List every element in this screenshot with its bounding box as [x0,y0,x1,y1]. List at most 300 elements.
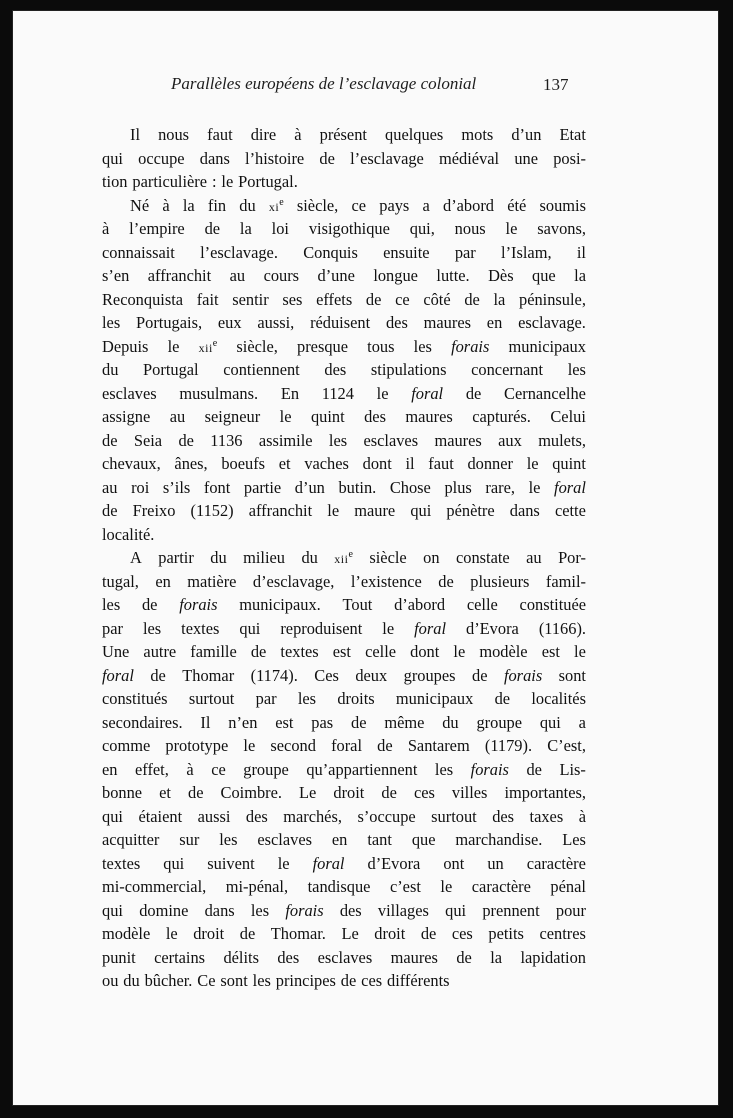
word: stipulations [370,360,447,379]
word: réduisent [310,313,371,332]
text-line [102,969,586,993]
word: la [493,289,506,309]
word: ces [451,924,473,943]
word: Thomar. [270,924,326,943]
word: municipaux. [239,595,321,614]
paragraph [102,123,586,194]
word: faut [207,125,233,144]
word: qui [445,900,467,920]
word: Portugais, [136,313,203,332]
word: Seia [133,430,163,450]
word: le [167,336,180,356]
word: foral [102,665,134,685]
word: des [492,806,515,826]
word: de [438,571,454,591]
word: celle [466,595,498,614]
word: foral [554,477,586,497]
word: que [411,830,436,849]
word: forais [451,336,490,356]
word: le [505,219,518,238]
word: Portugal. [238,172,298,191]
text-line [102,758,586,782]
word: de [464,289,480,309]
word: suivent [207,853,255,873]
word: en [155,571,171,591]
word: Une [102,642,130,661]
word: autre [143,642,177,661]
word: ont [443,853,465,873]
word: assimile [258,430,313,450]
text-line [102,405,586,429]
word: donner [467,454,513,473]
word: esclaves [363,430,419,450]
word: le [277,853,290,873]
word: qui, [409,219,435,238]
word: le [243,736,256,755]
word: le [221,172,234,191]
word: Lis- [559,759,586,779]
word: de [340,971,357,990]
word: constitués [102,689,168,708]
word: mi-commercial, [102,877,207,896]
word: droit [333,783,365,802]
paragraph [102,194,586,547]
word: posi- [553,148,586,168]
word: tugal, [102,571,139,591]
word: les [102,595,121,614]
text-line [102,805,586,829]
text-line [102,875,586,899]
word: au [229,266,246,285]
word: ce [351,195,367,215]
word: de [381,783,397,802]
text-line [102,241,586,265]
word: plusieurs [470,571,530,591]
word: d’Evora [367,853,421,873]
word: Reconquista [102,289,184,309]
word: siècle, [296,195,339,215]
word: qui [102,148,123,168]
word: 1124 [321,383,354,403]
word: la [490,947,503,967]
word: esclaves [102,383,157,403]
word: et [159,783,171,802]
word: d’un [511,125,542,144]
word: butin. [338,477,377,497]
word: Le [341,924,359,943]
word: les [328,430,348,450]
word: fin [207,195,227,215]
word: d’abord [394,595,446,614]
word: d’Evora [466,618,519,638]
word: aussi [197,806,231,826]
word: le [440,877,453,896]
word: localités [531,689,586,708]
word: taxes [529,806,564,826]
word: Por- [558,548,586,567]
word: de [250,642,267,661]
word: est [275,712,294,732]
word: qui [102,806,123,826]
book-page [12,10,719,1106]
word: marchandise. [455,830,543,849]
word: maure [354,501,396,520]
word: certains [154,947,206,967]
word: le [165,924,178,943]
word: matière [187,571,237,591]
word: à [102,219,110,238]
word: rare, [485,477,515,497]
word: celle [365,642,397,661]
word: la [182,195,195,215]
word: qui [239,618,261,638]
word: Les [562,830,586,849]
word: textes [181,618,220,638]
word: Dès [488,266,514,285]
word: s’en [102,266,130,285]
word: les [102,313,121,332]
word: par [454,242,476,262]
page-number: 137 [543,75,569,94]
word: Portugal [143,360,199,379]
word: (1174). [250,665,298,685]
word: été [507,195,527,215]
word: roi [131,477,150,497]
text-line [102,335,586,359]
text-line [102,852,586,876]
word: soumis [539,195,586,215]
word: ensuite [383,242,430,262]
word: des [324,360,347,379]
word: concernant [471,360,544,379]
word: de [319,148,335,168]
word: dire [250,125,277,144]
word: que [532,266,556,285]
word: des [339,900,362,920]
word: de [102,501,118,520]
word: les [219,830,238,849]
word: droit [193,924,225,943]
text-line [102,170,586,194]
word: est [332,642,351,661]
word: dont [410,642,440,661]
word: affranchit [248,501,313,520]
word: de [150,665,166,685]
word: en [331,830,348,849]
text-line [102,664,586,688]
word: bonne [102,783,143,802]
word: pénal [550,877,586,896]
word: modèle [102,924,151,943]
word: foral [331,736,363,755]
word: caractère [471,877,531,896]
word: pour [555,900,586,920]
word: marchés, [283,806,342,826]
word: cours [263,266,300,285]
word: à [294,125,302,144]
text-line [102,499,586,523]
word: xii$^e$ [334,549,353,566]
word: de [526,759,542,779]
word: ces [361,971,383,990]
word: (1152) [190,501,234,520]
word: de [178,430,194,450]
word: une [514,148,538,168]
word: dans [204,900,235,920]
word: l’empire [129,219,185,238]
text-line [102,946,586,970]
word: milieu [243,548,285,567]
word: esclaves [257,830,312,849]
word: les [297,689,317,708]
word: présent [319,125,367,144]
text-line [102,147,586,171]
word: domine [139,900,189,920]
word: de [456,947,472,967]
word: Cernancelhe [504,383,586,403]
word: partir [158,548,194,567]
text-line [102,570,586,594]
word: c’est [389,877,421,896]
word: de [239,924,256,943]
word: tandisque [307,877,371,896]
word: du [239,195,256,215]
word: la [239,219,252,238]
word: le [382,618,395,638]
text-line [102,429,586,453]
word: sont [558,665,586,685]
word: quint [552,454,586,473]
word: quelques [385,125,444,144]
word: s’ils [162,477,191,497]
word: au [102,477,118,497]
word: Etat [559,125,586,144]
word: Chose [389,477,431,497]
word: de [494,689,511,708]
word: plus [444,477,472,497]
word: Depuis [102,336,149,356]
word: de [465,383,482,403]
word: du [102,360,119,379]
word: l’Islam, [501,242,552,262]
word: en [102,759,118,779]
word: qui [102,900,123,920]
word: à [162,195,170,215]
text-line [102,546,586,570]
word: mi-pénal, [225,877,289,896]
text-line [102,194,586,218]
text-line [102,711,586,735]
word: (1166). [538,618,586,638]
word: Tout [342,595,373,614]
word: pénètre [446,501,495,520]
word: constate [455,548,510,567]
word: centres [539,924,586,943]
text-line [102,358,586,382]
word: foral [414,618,447,638]
word: différents [387,971,450,990]
word: famil- [545,571,586,591]
word: particulière [132,172,208,191]
word: Ces [314,665,339,685]
word: loi [271,219,289,238]
word: forais [285,900,324,920]
word: vaches [304,454,349,473]
word: caractère [526,853,586,873]
word: Il [200,712,211,732]
word: chevaux, [102,454,161,473]
word: n’en [228,712,258,732]
word: groupe [476,712,522,732]
text-line [102,288,586,312]
word: droit [374,924,406,943]
word: maures [434,430,482,450]
word: un [487,853,504,873]
word: esclaves [317,947,373,967]
word: d’un [294,477,325,497]
word: Conquis [303,242,358,262]
text-line [102,311,586,335]
word: du [442,712,459,732]
word: maures [390,947,438,967]
word: importantes, [504,783,586,802]
word: le [528,477,541,497]
word: on [423,548,440,567]
word: surtout [431,806,477,826]
word: est [541,642,560,661]
word: les [252,971,271,990]
word: prototype [165,736,229,755]
word: le [376,383,389,403]
word: principes [275,971,336,990]
word: assigne [102,407,151,426]
word: En [280,383,300,403]
word: mulets, [538,430,586,450]
word: musulmans. [179,383,259,403]
word: les [142,618,162,638]
word: de [365,289,382,309]
word: mots [461,125,494,144]
word: visigothique [308,219,390,238]
word: d’une [317,266,355,285]
word: siècle [369,548,407,567]
word: de [377,736,393,755]
word: bûcher. [144,971,193,990]
word: aux [498,430,522,450]
word: foral [411,383,444,403]
text-line [102,640,586,664]
word: ce [395,289,410,309]
word: ces [413,783,435,802]
word: droits [337,689,375,708]
word: aussi, [257,313,295,332]
word: lutte. [436,266,470,285]
word: le [526,454,539,473]
word: de [204,219,221,238]
word: affranchit [147,266,212,285]
word: l’esclavage [350,148,424,168]
word: municipaux [508,336,586,356]
word: qui [539,712,561,732]
word: partie [243,477,282,497]
word: sont [220,971,248,990]
text-line [102,687,586,711]
word: : [211,172,217,191]
word: Il [130,125,141,144]
word: par [102,618,123,638]
word: A [130,548,142,567]
word: à [578,806,586,826]
word: famille [190,642,237,661]
word: des [385,313,408,332]
word: esclavage. [518,313,586,332]
word: qui [410,501,432,520]
word: longue [373,266,418,285]
word: même [384,712,425,732]
word: comme [102,736,151,755]
text-line [102,264,586,288]
word: Né [130,195,150,215]
word: seigneur [204,407,261,426]
word: les [413,336,432,356]
word: forais [503,665,543,685]
word: 1136 [210,430,243,450]
word: Santarem [407,736,470,755]
word: de [420,924,437,943]
word: les [434,759,454,779]
word: dans [199,148,230,168]
word: l’histoire [245,148,305,168]
word: ou [102,971,119,990]
text-line [102,734,586,758]
word: du [210,548,227,567]
text-line [102,593,586,617]
word: des [277,947,300,967]
word: étaient [138,806,183,826]
word: de [141,595,158,614]
word: tant [367,830,392,849]
word: foral [312,853,345,873]
word: côté [423,289,451,309]
word: fait [196,289,219,309]
word: au [526,548,542,567]
word: le [327,501,340,520]
word: lapidation [520,947,586,967]
word: siècle, [236,336,278,356]
word: des [364,407,386,426]
word: groupes [403,665,456,685]
word: xii$^e$ [198,337,218,355]
word: de [351,712,367,732]
text-line [102,123,586,147]
word: nous [454,219,486,238]
word: maures [423,313,471,332]
word: effets [316,289,353,309]
body-text [102,123,586,993]
word: le [453,642,466,661]
text-line [102,476,586,500]
word: Ce [197,971,216,990]
word: des [245,806,268,826]
word: par [255,689,277,708]
text-line [102,899,586,923]
word: sur [179,830,200,849]
word: dans [509,501,540,520]
word: nous [158,125,190,144]
word: cette [554,501,586,520]
word: tion [102,172,128,191]
word: sentir [232,289,269,309]
